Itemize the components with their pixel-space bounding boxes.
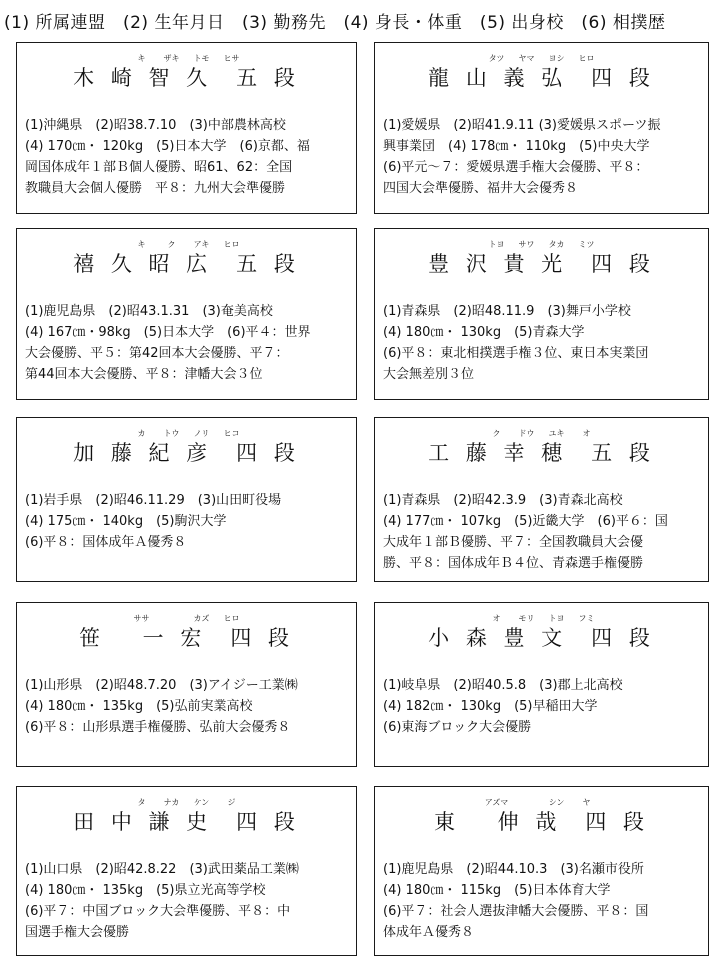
profile-line: 岡国体成年１部Ｂ個人優勝、昭61、62：全国 (25, 160, 293, 175)
furigana: ササ カズ ヒロ (133, 614, 240, 623)
profile-line: 教職員大会個人優勝 平８：九州大会準優勝 (25, 181, 286, 196)
profile-line: (4) 180㎝・ 115kg (5)日本体育大学 (383, 883, 611, 898)
player-profile (383, 115, 702, 199)
player-name: 龍 山 義 弘 (428, 66, 568, 90)
player-name: 加 藤 紀 彦 (73, 441, 213, 465)
player-profile (383, 675, 702, 738)
player-name: 木 崎 智 久 (73, 66, 213, 90)
furigana: タツ ヤマ ヨシ ヒロ (488, 54, 595, 63)
profile-line: 大会優勝、平５：第42回本大会優勝、平７： (25, 346, 289, 361)
player-name-line (17, 624, 356, 652)
furigana: アズマ シン ヤ (484, 798, 591, 807)
player-name: 笹 一 宏 (78, 626, 207, 650)
player-name: 禧 久 昭 広 (73, 252, 213, 276)
profile-line: (1)青森県 (2)昭48.11.9 (3)舞戸小学校 (383, 304, 631, 319)
player-name-line (17, 250, 356, 278)
player-name-line (375, 64, 708, 92)
player-name-line (17, 64, 356, 92)
profile-line: (4) 180㎝・ 135kg (5)県立光高等学校 (25, 883, 266, 898)
profile-line: 興事業団 (4) 178㎝・ 110kg (5)中央大学 (383, 139, 650, 154)
player-card-komori (374, 602, 709, 767)
player-profile (25, 115, 350, 199)
profile-line: (1)山口県 (2)昭42.8.22 (3)武田薬品工業㈱ (25, 862, 299, 877)
player-profile (25, 490, 350, 553)
player-name-line (17, 808, 356, 836)
player-rank: 五 段 (236, 66, 300, 90)
player-profile (25, 301, 350, 385)
furigana: タ ナカ ケン ジ (137, 798, 236, 807)
player-card-kato (16, 417, 357, 582)
profile-line: 勝、平８：国体成年Ｂ４位、青森選手権優勝 (383, 556, 644, 571)
furigana: カ トウ ノリ ヒコ (137, 429, 240, 438)
player-rank: 五 段 (236, 252, 300, 276)
player-rank: 五 段 (591, 441, 655, 465)
profile-line: 体成年Ａ優秀８ (383, 925, 475, 940)
profile-line: (4) 180㎝・ 135kg (5)弘前実業高校 (25, 699, 253, 714)
profile-line: (6)平８：国体成年Ａ優秀８ (25, 535, 187, 550)
player-card-kudo (374, 417, 709, 582)
player-name-line (375, 439, 708, 467)
player-name-line (375, 808, 708, 836)
profile-line: (1)愛媛県 (2)昭41.9.11 (3)愛媛県スポーツ振 (383, 118, 661, 133)
profile-line: (1)青森県 (2)昭42.3.9 (3)青森北高校 (383, 493, 623, 508)
profile-line: (4) 167㎝・98kg (5)日本大学 (6)平４：世界 (25, 325, 311, 340)
player-rank: 四 段 (591, 66, 655, 90)
profile-line: 大会無差別３位 (383, 367, 475, 382)
player-card-kizaki (16, 42, 357, 214)
player-name: 小 森 豊 文 (428, 626, 568, 650)
player-rank: 四 段 (591, 252, 655, 276)
profile-line: (6)平８：東北相撲選手権３位、東日本実業団 (383, 346, 649, 361)
player-name-line (375, 624, 708, 652)
player-card-azuma (374, 786, 709, 956)
profile-line: (1)山形県 (2)昭48.7.20 (3)アイジー工業㈱ (25, 678, 298, 693)
player-name: 工 藤 幸 穂 (428, 441, 568, 465)
player-profile (25, 859, 350, 943)
profile-line: (6)東海ブロック大会優勝 (383, 720, 532, 735)
field-legend: (1) 所属連盟 (2) 生年月日 (3) 勤務先 (4) 身長・体重 (5) 出身校 (6) 相撲歴 (4, 13, 666, 33)
profile-line: (6)平７：社会人選抜津幡大会優勝、平８：国 (383, 904, 649, 919)
furigana: キ ク アキ ヒロ (137, 240, 240, 249)
profile-line: (4) 170㎝・ 120kg (5)日本大学 (6)京都、福 (25, 139, 310, 154)
player-card-toyosawa (374, 228, 709, 400)
furigana: ク ドウ ユキ オ (492, 429, 591, 438)
profile-line: (4) 177㎝・ 107kg (5)近畿大学 (6)平６：国 (383, 514, 668, 529)
player-rank: 四 段 (230, 626, 295, 650)
player-name: 豊 沢 貴 光 (428, 252, 568, 276)
player-rank: 四 段 (236, 810, 300, 834)
player-card-sasa (16, 602, 357, 767)
player-card-kiku (16, 228, 357, 400)
furigana: キ ザキ トモ ヒサ (137, 54, 240, 63)
profile-line: 大成年１部Ｂ優勝、平７：全国教職員大会優 (383, 535, 644, 550)
player-rank: 四 段 (236, 441, 300, 465)
profile-line: (6)平７：中国ブロック大会準優勝、平８：中 (25, 904, 291, 919)
profile-line: (4) 175㎝・ 140kg (5)駒沢大学 (25, 514, 227, 529)
furigana: トヨ サワ タカ ミツ (488, 240, 595, 249)
player-name-line (17, 439, 356, 467)
player-name: 東 伸 哉 (433, 810, 562, 834)
profile-line: (1)鹿児島県 (2)昭43.1.31 (3)奄美高校 (25, 304, 273, 319)
player-profile (383, 301, 702, 385)
player-card-tatsuyama (374, 42, 709, 214)
profile-line: (6)平８：山形県選手権優勝、弘前大会優秀８ (25, 720, 291, 735)
profile-line: 四国大会準優勝、福井大会優秀８ (383, 181, 579, 196)
player-profile (25, 675, 350, 738)
profile-line: (1)岩手県 (2)昭46.11.29 (3)山田町役場 (25, 493, 282, 508)
profile-line: (1)岐阜県 (2)昭40.5.8 (3)郡上北高校 (383, 678, 623, 693)
player-rank: 四 段 (585, 810, 650, 834)
player-name-line (375, 250, 708, 278)
player-name: 田 中 謙 史 (73, 810, 213, 834)
profile-line: (4) 182㎝・ 130kg (5)早稲田大学 (383, 699, 598, 714)
player-profile (383, 859, 702, 943)
profile-line: (4) 180㎝・ 130kg (5)青森大学 (383, 325, 585, 340)
profile-line: (1)沖縄県 (2)昭38.7.10 (3)中部農林高校 (25, 118, 286, 133)
player-profile (383, 490, 702, 574)
furigana: オ モリ トヨ フミ (492, 614, 595, 623)
profile-line: (1)鹿児島県 (2)昭44.10.3 (3)名瀬市役所 (383, 862, 644, 877)
player-rank: 四 段 (591, 626, 655, 650)
profile-line: 第44回本大会優勝、平８：津幡大会３位 (25, 367, 263, 382)
profile-line: 国選手権大会優勝 (25, 925, 130, 940)
profile-line: (6)平元～７：愛媛県選手権大会優勝、平８： (383, 160, 649, 175)
player-card-tanaka (16, 786, 357, 956)
